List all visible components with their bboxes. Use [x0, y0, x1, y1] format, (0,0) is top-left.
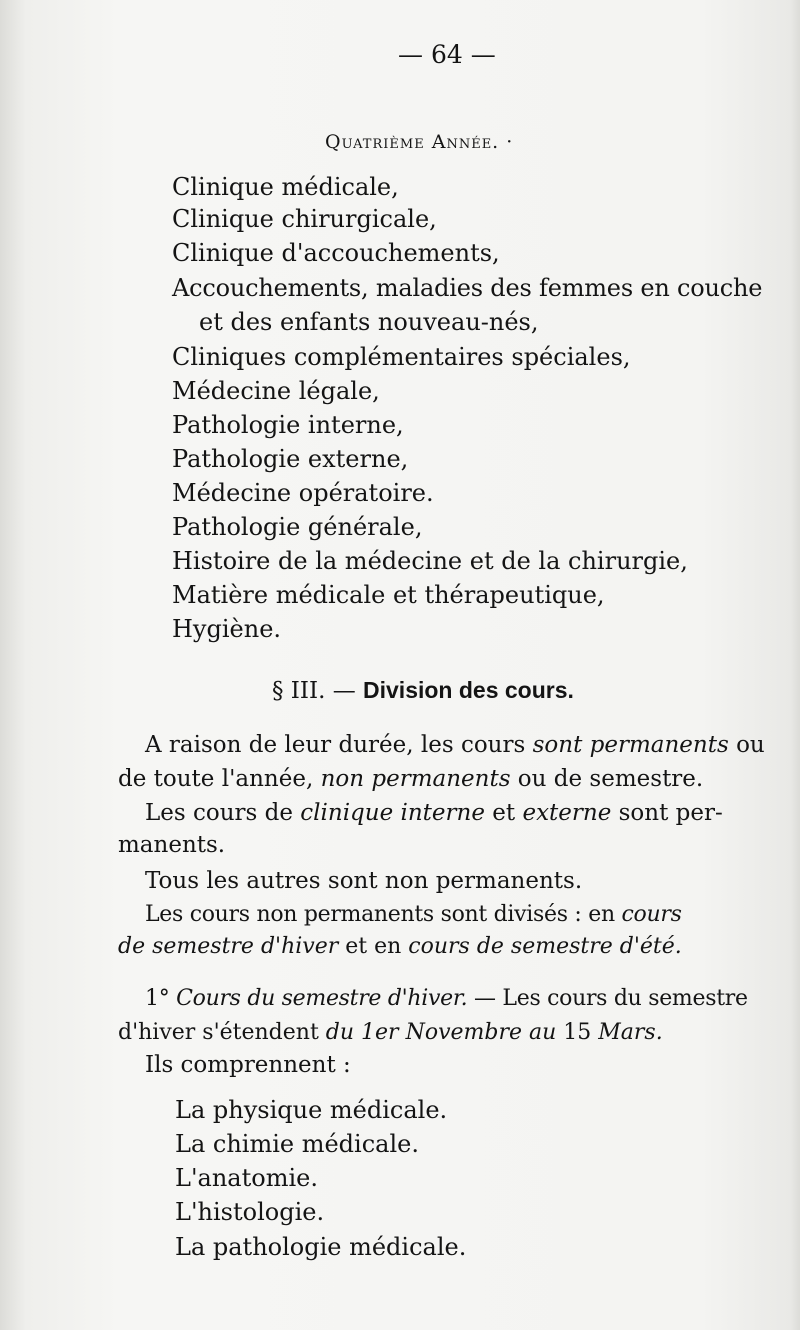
text-run: ou de semestre.: [510, 766, 704, 792]
text-run: ou: [728, 732, 765, 758]
paragraph-line: [118, 932, 682, 962]
italic-run: cours de semestre d'été.: [408, 934, 682, 959]
italic-run: clinique interne: [300, 800, 485, 826]
text-run: sont per-: [611, 800, 723, 826]
paragraph-line: [145, 900, 682, 930]
winter-course-item: La chimie médicale.: [175, 1130, 419, 1158]
course-item: Pathologie externe,: [172, 445, 409, 473]
course-item: Médecine légale,: [172, 377, 380, 405]
text-run: A raison de leur durée, les cours: [145, 732, 533, 758]
course-item: Clinique d'accouchements,: [172, 239, 500, 267]
italic-run: Cours du semestre d'hiver.: [176, 986, 468, 1011]
year-heading-text: Quatrième Année.: [325, 131, 500, 153]
text-run: 1°: [145, 986, 177, 1011]
paragraph-line: Tous les autres sont non permanents.: [145, 868, 583, 894]
text-run: 15: [556, 1020, 599, 1045]
text-run: et: [484, 800, 523, 826]
course-item: Histoire de la médecine et de la chirurgie,: [172, 547, 688, 575]
text-run: Les cours non permanents sont divisés : en: [145, 902, 622, 927]
text-run: Les cours de: [145, 800, 301, 826]
page-number: — 64 —: [398, 40, 496, 69]
text-run: et en: [338, 934, 409, 959]
course-item: Médecine opératoire.: [172, 479, 434, 507]
text-run: — Les cours du semestre: [467, 986, 748, 1011]
paragraph-line: manents.: [118, 832, 226, 858]
course-item: Accouchements, maladies des femmes en couche: [172, 274, 763, 302]
year-heading: [325, 127, 513, 157]
course-item: Clinique médicale,: [172, 173, 399, 201]
section-heading: Division des cours.: [363, 677, 574, 703]
italic-run: non permanents: [320, 766, 511, 792]
course-item: Matière médicale et thérapeutique,: [172, 581, 605, 609]
course-item-continuation: et des enfants nouveau-nés,: [199, 308, 539, 336]
italic-run: cours: [621, 902, 682, 927]
paragraph-line: [145, 798, 723, 828]
text-run: de toute l'année,: [118, 766, 321, 792]
paragraph-line: Ils comprennent :: [145, 1052, 351, 1078]
paragraph-line: [145, 730, 765, 760]
course-item: Hygiène.: [172, 615, 282, 643]
paragraph-line: [145, 984, 748, 1014]
year-heading-dot: ·: [506, 131, 514, 153]
paragraph-line: [118, 764, 703, 794]
section-title: [272, 675, 574, 706]
paragraph-line: [118, 1018, 663, 1048]
winter-course-item: La pathologie médicale.: [175, 1233, 467, 1261]
course-item: Pathologie interne,: [172, 411, 404, 439]
italic-run: Mars.: [598, 1020, 663, 1045]
winter-course-item: L'anatomie.: [175, 1164, 318, 1192]
course-item: Pathologie générale,: [172, 513, 423, 541]
italic-run: du 1er Novembre au: [325, 1020, 557, 1045]
course-item: Cliniques complémentaires spéciales,: [172, 343, 631, 371]
winter-course-item: L'histologie.: [175, 1198, 325, 1226]
italic-run: de semestre d'hiver: [118, 934, 339, 959]
winter-course-item: La physique médicale.: [175, 1096, 448, 1124]
italic-run: externe: [522, 800, 612, 826]
text-run: d'hiver s'étendent: [118, 1020, 326, 1045]
italic-run: sont permanents: [532, 732, 729, 758]
section-number: § III.: [272, 678, 326, 704]
section-dash: —: [325, 678, 364, 704]
course-item: Clinique chirurgicale,: [172, 205, 437, 233]
